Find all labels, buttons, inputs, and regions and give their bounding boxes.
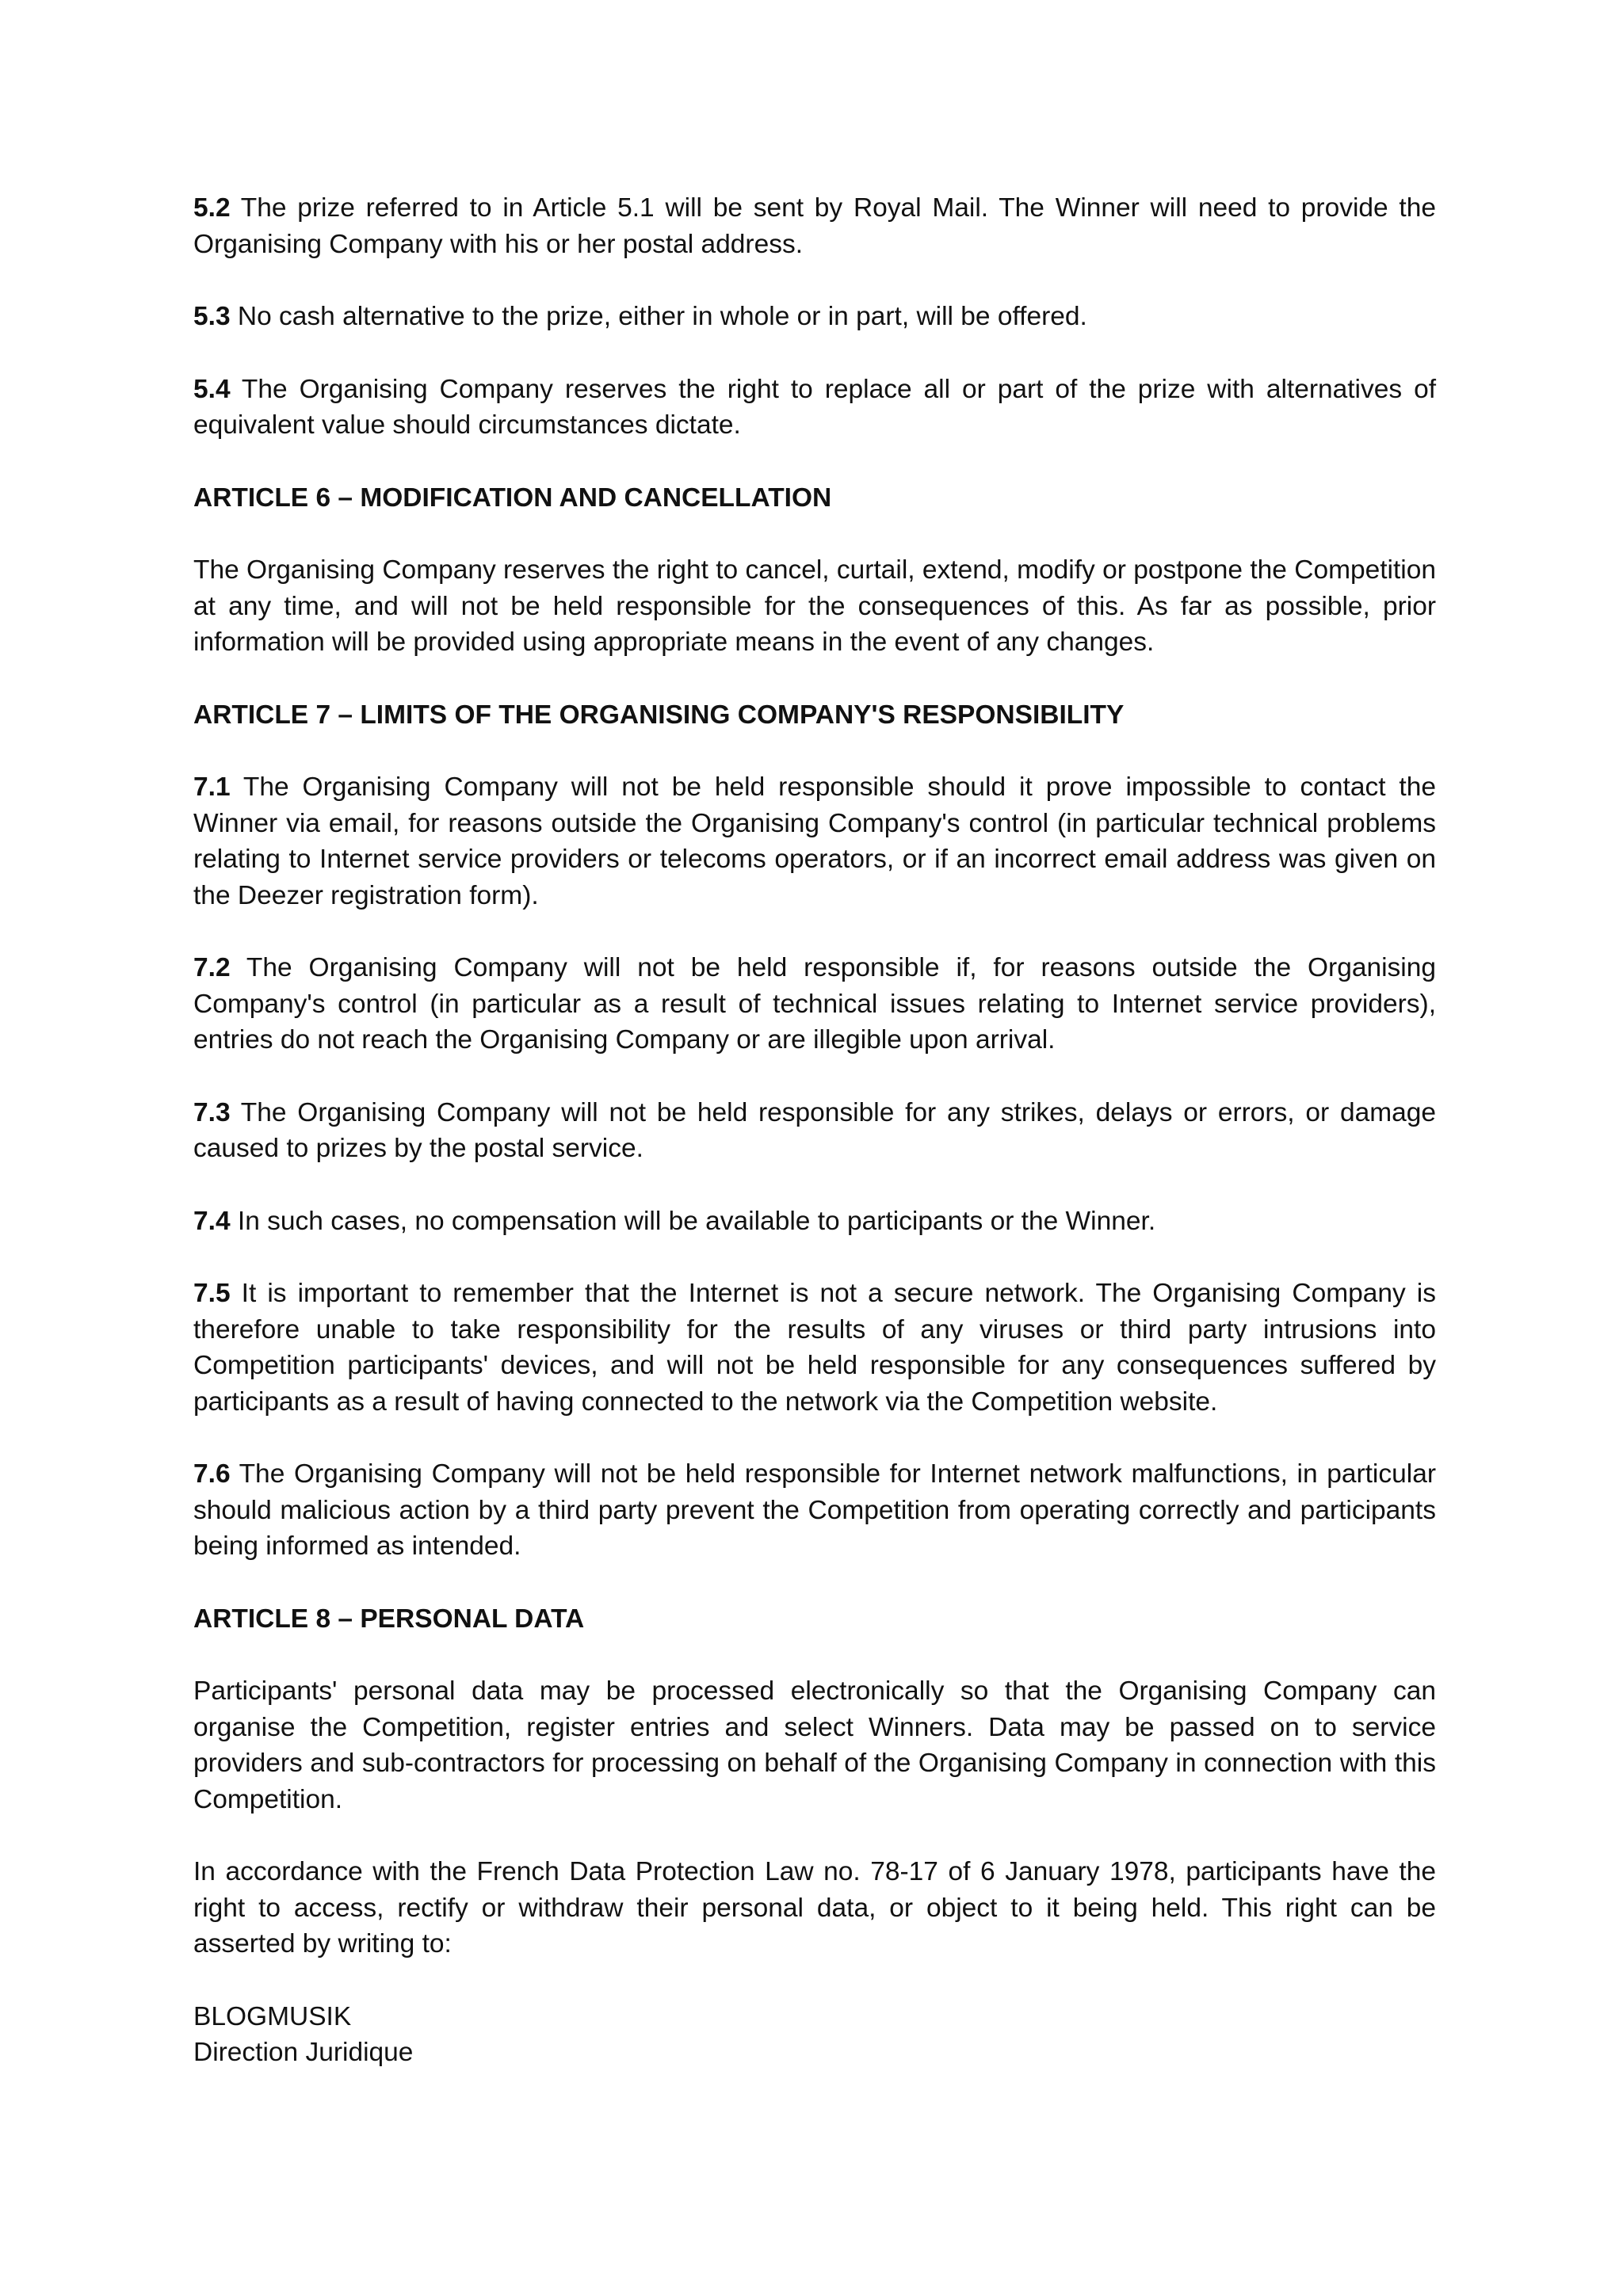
clause-text: It is important to remember that the Internet is not a secure network. The Organising Company is therefore unable to take responsibility for the results of any viruses or third party intrusions into Competition participants' devices, and will not be held responsible for any consequences suffered by participants as a result of having connected to the network via the Competition website. — [193, 1279, 1437, 1417]
clause-5-3 — [193, 299, 1436, 335]
clause-number: 7.6 — [193, 1459, 231, 1489]
article-8-paragraph-1: Participants' personal data may be processed electronically so that the Organising Company can organise the Competition, register entries and select Winners. Data may be passed on to service providers and sub-contractors for processing on behalf of the Organising Company in connection with this Competition. — [193, 1676, 1436, 1814]
article-8-heading: ARTICLE 8 – PERSONAL DATA — [193, 1604, 585, 1634]
clause-number: 5.4 — [193, 374, 231, 404]
clause-number: 7.1 — [193, 772, 231, 802]
clause-number: 5.2 — [193, 193, 231, 223]
address-line-company: BLOGMUSIK — [193, 2001, 352, 2031]
clause-text: The Organising Company reserves the right to replace all or part of the prize with alternatives of equivalent value should circumstances dictate. — [193, 374, 1437, 440]
clause-7-4 — [193, 1203, 1436, 1240]
clause-7-1 — [193, 769, 1436, 913]
clause-5-4 — [193, 372, 1436, 444]
clause-number: 7.2 — [193, 953, 231, 982]
postal-address — [193, 1999, 1436, 2071]
clause-7-5 — [193, 1276, 1436, 1420]
clause-5-2 — [193, 190, 1436, 262]
clause-number: 7.5 — [193, 1279, 231, 1308]
clause-7-2 — [193, 950, 1436, 1058]
clause-text: In such cases, no compensation will be available to participants or the Winner. — [237, 1206, 1156, 1236]
clause-number: 5.3 — [193, 302, 231, 331]
clause-text: No cash alternative to the prize, either in whole or in part, will be offered. — [237, 302, 1087, 331]
document-page — [193, 190, 1436, 2071]
clause-7-6 — [193, 1456, 1436, 1565]
clause-text: The Organising Company will not be held responsible for any strikes, delays or errors, or damage caused to prizes by the postal service. — [193, 1097, 1437, 1163]
address-line-department: Direction Juridique — [193, 2038, 414, 2067]
article-7-heading: ARTICLE 7 – LIMITS OF THE ORGANISING COMPANY'S RESPONSIBILITY — [193, 700, 1125, 730]
clause-text: The prize referred to in Article 5.1 will be sent by Royal Mail. The Winner will need to provide the Organising Company with his or her postal address. — [193, 193, 1436, 259]
clause-7-3 — [193, 1095, 1436, 1167]
article-6-paragraph: The Organising Company reserves the right to cancel, curtail, extend, modify or postpone the Competition at any time, and will not be held responsible for the consequences of this. As far as possible, prior information will be provided using appropriate means in the event of any changes. — [193, 555, 1436, 657]
clause-text: The Organising Company will not be held responsible if, for reasons outside the Organising Company's control (in particular as a result of technical issues relating to Internet service providers), entries do not reach the Organising Company or are illegible upon arrival. — [193, 953, 1437, 1055]
clause-text: The Organising Company will not be held responsible should it prove impossible to contact the Winner via email, for reasons outside the Organising Company's control (in particular technical problems relating to Internet service providers or telecoms operators, or if an incorrect email address was given on the Deezer registration form). — [193, 772, 1437, 910]
clause-number: 7.3 — [193, 1097, 231, 1127]
article-8-paragraph-2: In accordance with the French Data Protection Law no. 78-17 of 6 January 1978, participants have the right to access, rectify or withdraw their personal data, or object to it being held. This right can be asserted by writing to: — [193, 1857, 1436, 1958]
clause-text: The Organising Company will not be held responsible for Internet network malfunctions, in particular should malicious action by a third party prevent the Competition from operating correctly and participants being informed as intended. — [193, 1459, 1436, 1561]
article-6-heading: ARTICLE 6 – MODIFICATION AND CANCELLATION — [193, 482, 832, 513]
clause-number: 7.4 — [193, 1206, 231, 1236]
